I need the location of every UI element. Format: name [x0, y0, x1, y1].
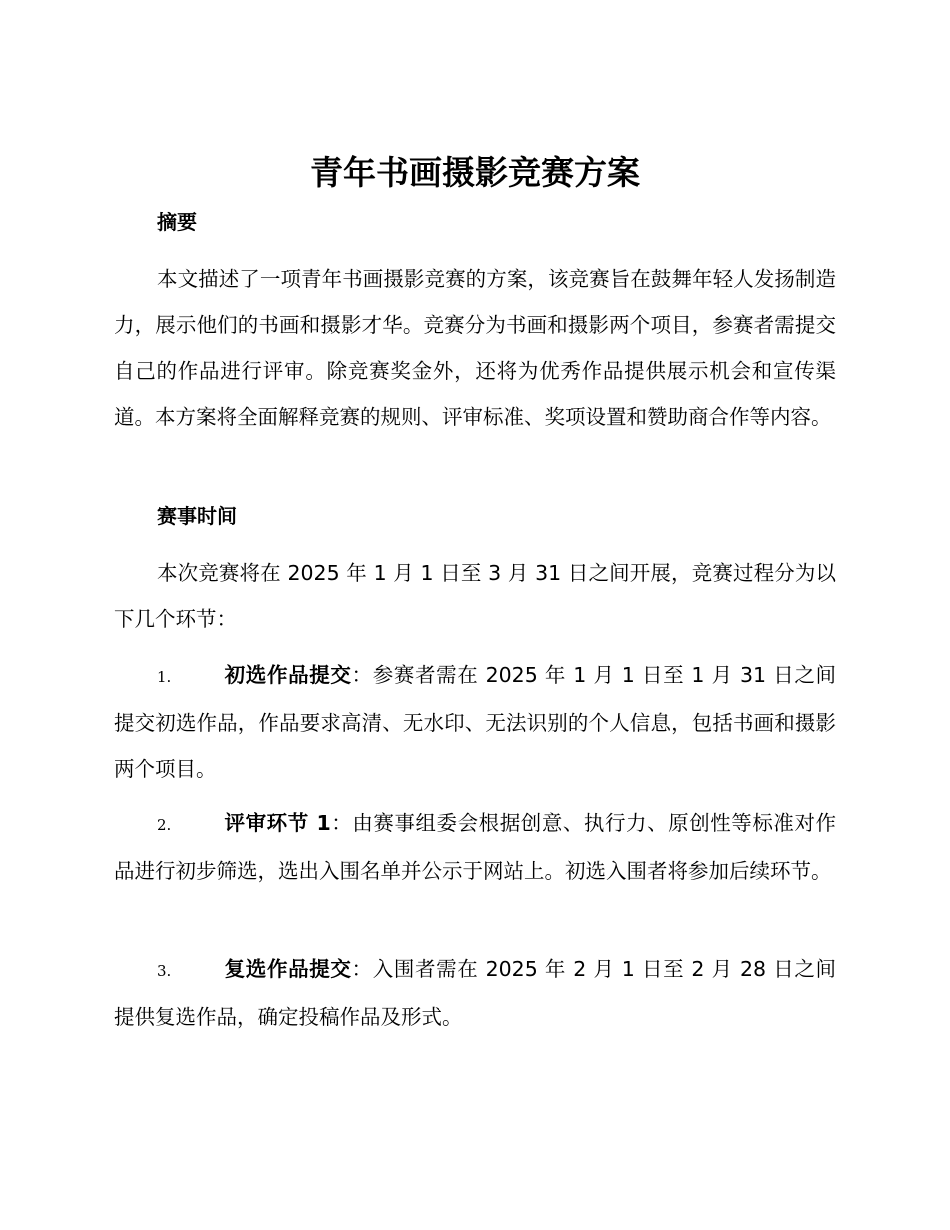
list-item-lead: 复选作品提交 — [224, 957, 352, 981]
list-item-number: 2. — [157, 816, 172, 834]
list-item-lead: 初选作品提交 — [224, 663, 352, 687]
list-item-number: 1. — [157, 668, 172, 686]
abstract-paragraph: 本文描述了一项青年书画摄影竞赛的方案，该竞赛旨在鼓舞年轻人发扬制造力，展示他们的书画和摄影才华。竞赛分为书画和摄影两个项目，参赛者需提交自己的作品进行评审。除竞赛奖金外，还将为优秀作品提供展示机会和宣传渠道。本方案将全面解释竞赛的规则、评审标准、奖项设置和赞助商合作等内容。 — [114, 267, 836, 429]
schedule-intro-paragraph: 本次竞赛将在 2025 年 1 月 1 日至 3 月 31 日之间开展，竞赛过程分为以下几个环节： — [114, 561, 836, 631]
list-item — [114, 800, 836, 894]
list-item-text: ：由赛事组委会根据创意、执行力、原创性等标准对作品进行初步筛选，选出入围名单并公示于网站上。初选入围者将参加后续环节。 — [114, 811, 837, 883]
list-item — [114, 652, 836, 792]
section-heading-schedule: 赛事时间 — [157, 504, 237, 528]
list-item-number: 3. — [157, 962, 172, 980]
section-heading-abstract: 摘要 — [157, 210, 197, 234]
list-item-text: ：参赛者需在 2025 年 1 月 1 日至 1 月 31 日之间提交初选作品，作品要求高清、无水印、无法识别的个人信息，包括书画和摄影两个项目。 — [114, 663, 836, 781]
document-title: 青年书画摄影竞赛方案 — [310, 153, 640, 192]
list-item-lead: 评审环节 1 — [224, 811, 331, 835]
list-item-text: ：入围者需在 2025 年 2 月 1 日至 2 月 28 日之间提供复选作品，确定投稿作品及形式。 — [114, 957, 836, 1029]
list-item — [114, 946, 836, 1040]
